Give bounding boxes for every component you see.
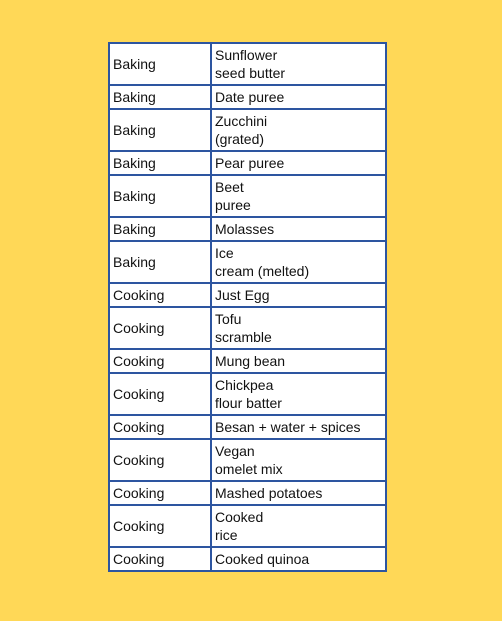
table-row	[109, 547, 386, 571]
table-row	[109, 307, 386, 349]
item-cell: Zucchini (grated)	[211, 109, 386, 151]
item-cell: Ice cream (melted)	[211, 241, 386, 283]
category-cell: Baking	[109, 109, 211, 151]
category-cell: Baking	[109, 217, 211, 241]
table-row	[109, 349, 386, 373]
category-cell: Cooking	[109, 547, 211, 571]
category-cell: Baking	[109, 175, 211, 217]
substitutes-table	[108, 42, 387, 572]
category-cell: Cooking	[109, 439, 211, 481]
table-row	[109, 109, 386, 151]
table-row	[109, 43, 386, 85]
category-cell: Cooking	[109, 307, 211, 349]
item-cell: Molasses	[211, 217, 386, 241]
item-cell: Just Egg	[211, 283, 386, 307]
item-cell: Mung bean	[211, 349, 386, 373]
item-cell: Besan + water + spices	[211, 415, 386, 439]
item-cell: Pear puree	[211, 151, 386, 175]
table-row	[109, 217, 386, 241]
item-cell: Vegan omelet mix	[211, 439, 386, 481]
item-cell: Date puree	[211, 85, 386, 109]
category-cell: Baking	[109, 85, 211, 109]
item-cell: Chickpea flour batter	[211, 373, 386, 415]
item-cell: Tofu scramble	[211, 307, 386, 349]
category-cell: Cooking	[109, 349, 211, 373]
table-row	[109, 505, 386, 547]
table-row	[109, 283, 386, 307]
table-row	[109, 373, 386, 415]
item-cell: Mashed potatoes	[211, 481, 386, 505]
category-cell: Baking	[109, 151, 211, 175]
category-cell: Cooking	[109, 481, 211, 505]
table-row	[109, 439, 386, 481]
table-body	[109, 43, 386, 571]
table-row	[109, 85, 386, 109]
table-row	[109, 241, 386, 283]
substitutes-table-container	[108, 42, 387, 572]
table-row	[109, 481, 386, 505]
table-row	[109, 415, 386, 439]
category-cell: Baking	[109, 43, 211, 85]
table-row	[109, 175, 386, 217]
item-cell: Cooked rice	[211, 505, 386, 547]
item-cell: Beet puree	[211, 175, 386, 217]
category-cell: Cooking	[109, 415, 211, 439]
category-cell: Cooking	[109, 505, 211, 547]
table-row	[109, 151, 386, 175]
category-cell: Cooking	[109, 373, 211, 415]
category-cell: Baking	[109, 241, 211, 283]
item-cell: Sunflower seed butter	[211, 43, 386, 85]
category-cell: Cooking	[109, 283, 211, 307]
item-cell: Cooked quinoa	[211, 547, 386, 571]
